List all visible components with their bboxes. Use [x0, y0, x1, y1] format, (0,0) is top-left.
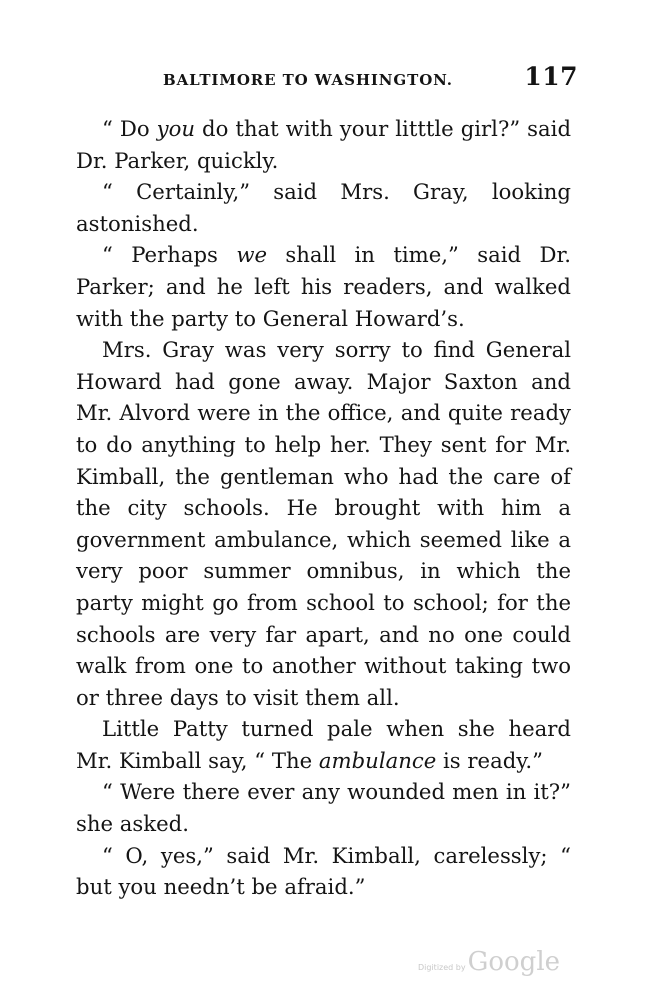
paragraph: Little Patty turned pale when she heard Mr. Kimball say, “ The ambulance is ready.” [76, 716, 571, 773]
paragraph: “ Were there ever any wounded men in it?” she asked. [76, 779, 571, 837]
paragraph: Mrs. Gray was very sorry to find General Howard had gone away. Major Saxton and Mr. Alvord were in the office, and quite ready to do anything to help her. They sent for Mr. Kimball, the gentleman who had the care of the city schools. He brought with him a government ambulance, which seemed like a very poor summer omnibus, in which the party might go from school to school; for the schools are very far apart, and no one could walk from one to another without taking two or three days to visit them all. [76, 337, 571, 710]
paragraph: “ O, yes,” said Mr. Kimball, carelessly; “ but you needn’t be afraid.” [76, 842, 571, 900]
page-number: 117 [524, 62, 578, 91]
page-header [163, 62, 578, 102]
google-watermark [418, 947, 560, 977]
google-logo: Google [467, 947, 561, 977]
running-head: BALTIMORE TO WASHINGTON. [163, 71, 453, 89]
paragraph: “ Certainly,” said Mrs. Gray, looking astonished. [76, 179, 571, 236]
digitized-by-label: Digitized by [418, 963, 466, 972]
paragraph: “ Do you do that with your litttle girl?” said Dr. Parker, quickly. [76, 116, 572, 173]
paragraph: “ Perhaps we shall in time,” said Dr. Parker; and he left his readers, and walked with the party to General Howard’s. [76, 242, 571, 331]
body-text [76, 113, 571, 903]
